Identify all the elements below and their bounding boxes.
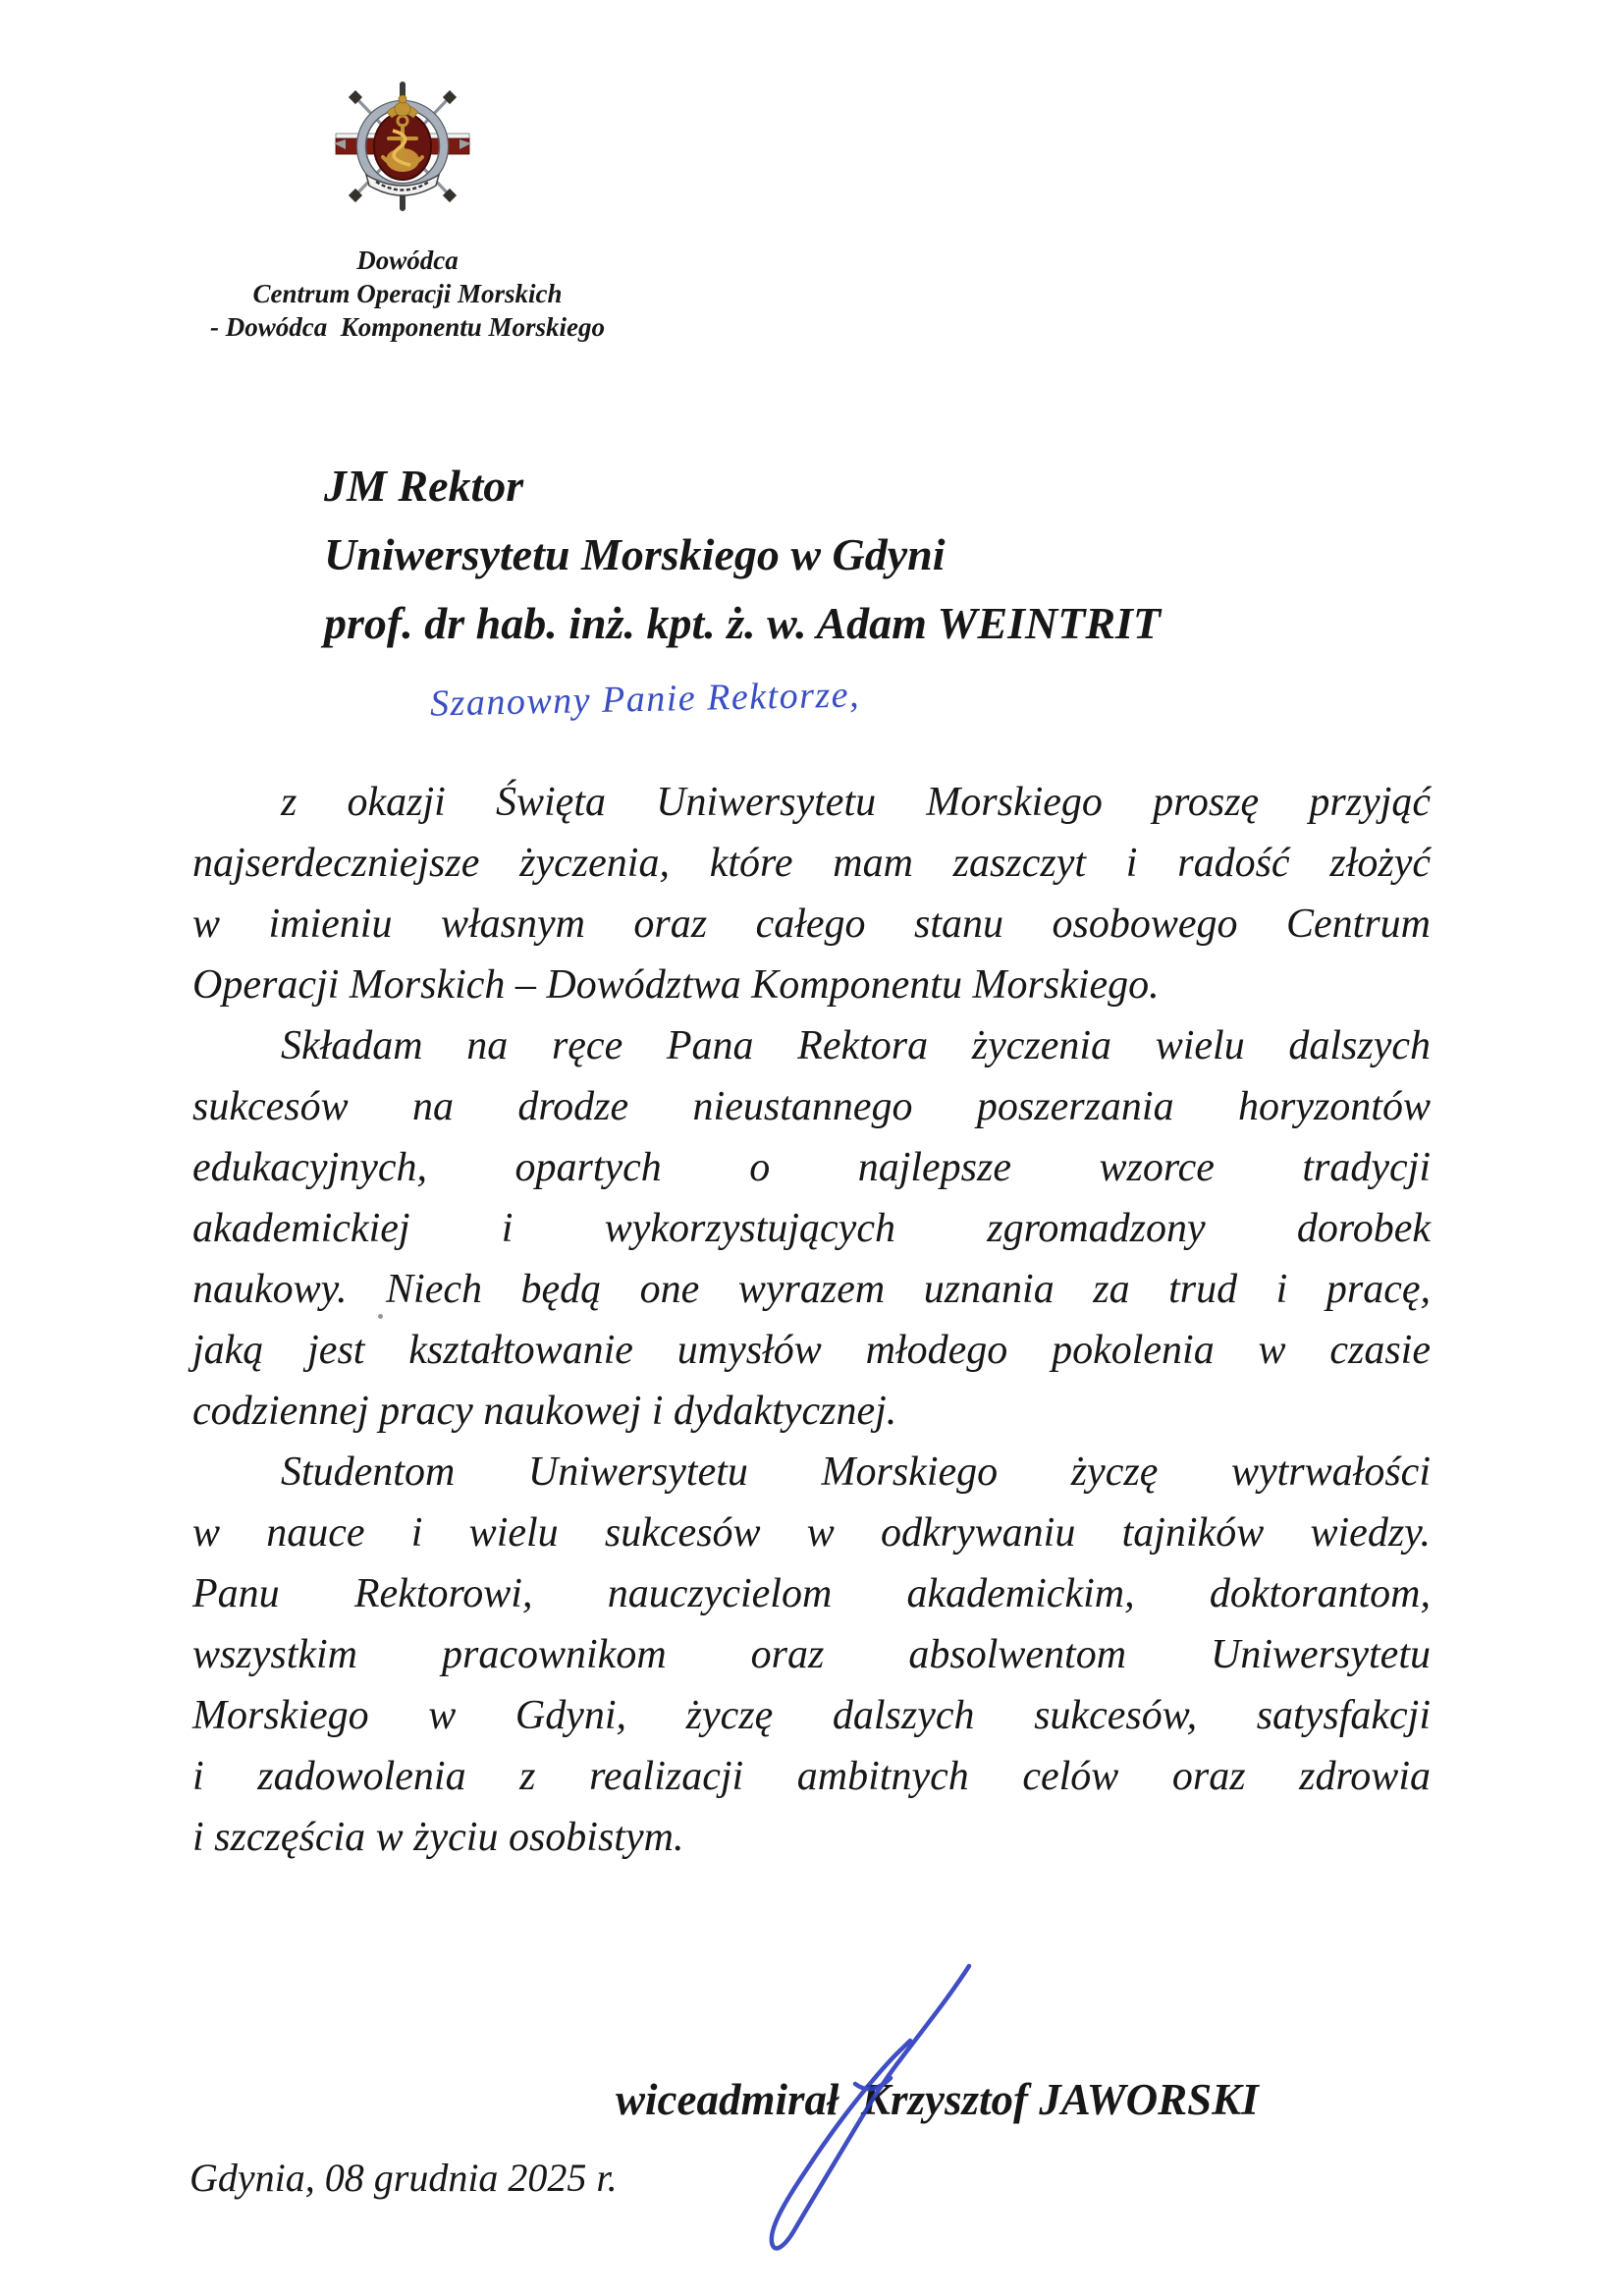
body-paragraph — [192, 1442, 1431, 1868]
body-line: wszystkim pracownikom oraz absolwentom Uniwersytetu — [192, 1632, 1431, 1677]
addressee-block — [324, 452, 1161, 658]
letterhead-title-line: - Dowódca Komponentu Morskiego — [209, 312, 606, 342]
body-line: Studentom Uniwersytetu Morskiego życzę wytrwałości — [281, 1449, 1431, 1495]
letter-body — [192, 772, 1431, 1868]
body-line: Panu Rektorowi, nauczycielom akademickim, doktorantom, — [192, 1571, 1431, 1616]
naval-crest-emblem — [334, 82, 471, 211]
body-line: naukowy. Niech będą one wyrazem uznania za trud i pracę, — [192, 1267, 1431, 1312]
letterhead-title-line: Dowódca — [356, 246, 459, 275]
dateline: Gdynia, 08 grudnia 2025 r. — [189, 2156, 618, 2200]
handwritten-signature — [722, 1952, 1006, 2271]
body-line: codziennej pracy naukowej i dydaktycznej. — [192, 1389, 897, 1434]
body-paragraph — [192, 1015, 1431, 1442]
body-paragraph — [192, 772, 1431, 1015]
addressee-line: JM Rektor — [324, 461, 524, 511]
pen-signature-icon — [722, 1952, 1006, 2271]
body-line: jaką jest kształtowanie umysłów młodego pokolenia w czasie — [192, 1328, 1431, 1373]
body-line: i szczęścia w życiu osobistym. — [192, 1815, 684, 1860]
letterhead-title-block — [113, 244, 702, 344]
naval-crest-icon — [334, 82, 471, 211]
letterhead-title-line: Centrum Operacji Morskich — [252, 279, 563, 308]
addressee-line: prof. dr hab. inż. kpt. ż. w. Adam WEINTRIT — [324, 598, 1162, 648]
signature-name: wiceadmirał Krzysztof JAWORSKI — [616, 2075, 1259, 2124]
body-line: najserdeczniejsze życzenia, które mam zaszczyt i radość złożyć — [192, 841, 1431, 886]
handwritten-greeting: Szanowny Panie Rektorze, — [429, 674, 861, 725]
scan-artifact-dot — [378, 1314, 383, 1319]
body-line: i zadowolenia z realizacji ambitnych celów oraz zdrowia — [192, 1754, 1431, 1799]
body-line: Operacji Morskich – Dowództwa Komponentu Morskiego. — [192, 962, 1160, 1008]
body-line: w imieniu własnym oraz całego stanu osobowego Centrum — [192, 902, 1431, 947]
body-line: akademickiej i wykorzystujących zgromadzony dorobek — [192, 1206, 1431, 1251]
body-line: z okazji Święta Uniwersytetu Morskiego proszę przyjąć — [281, 780, 1431, 825]
body-line: Morskiego w Gdyni, życzę dalszych sukcesów, satysfakcji — [192, 1693, 1431, 1738]
body-line: w nauce i wielu sukcesów w odkrywaniu tajników wiedzy. — [192, 1510, 1431, 1556]
body-line: sukcesów na drodze nieustannego poszerzania horyzontów — [192, 1084, 1431, 1129]
body-line: edukacyjnych, opartych o najlepsze wzorce tradycji — [192, 1145, 1431, 1190]
addressee-line: Uniwersytetu Morskiego w Gdyni — [324, 529, 946, 579]
body-line: Składam na ręce Pana Rektora życzenia wielu dalszych — [281, 1023, 1431, 1068]
